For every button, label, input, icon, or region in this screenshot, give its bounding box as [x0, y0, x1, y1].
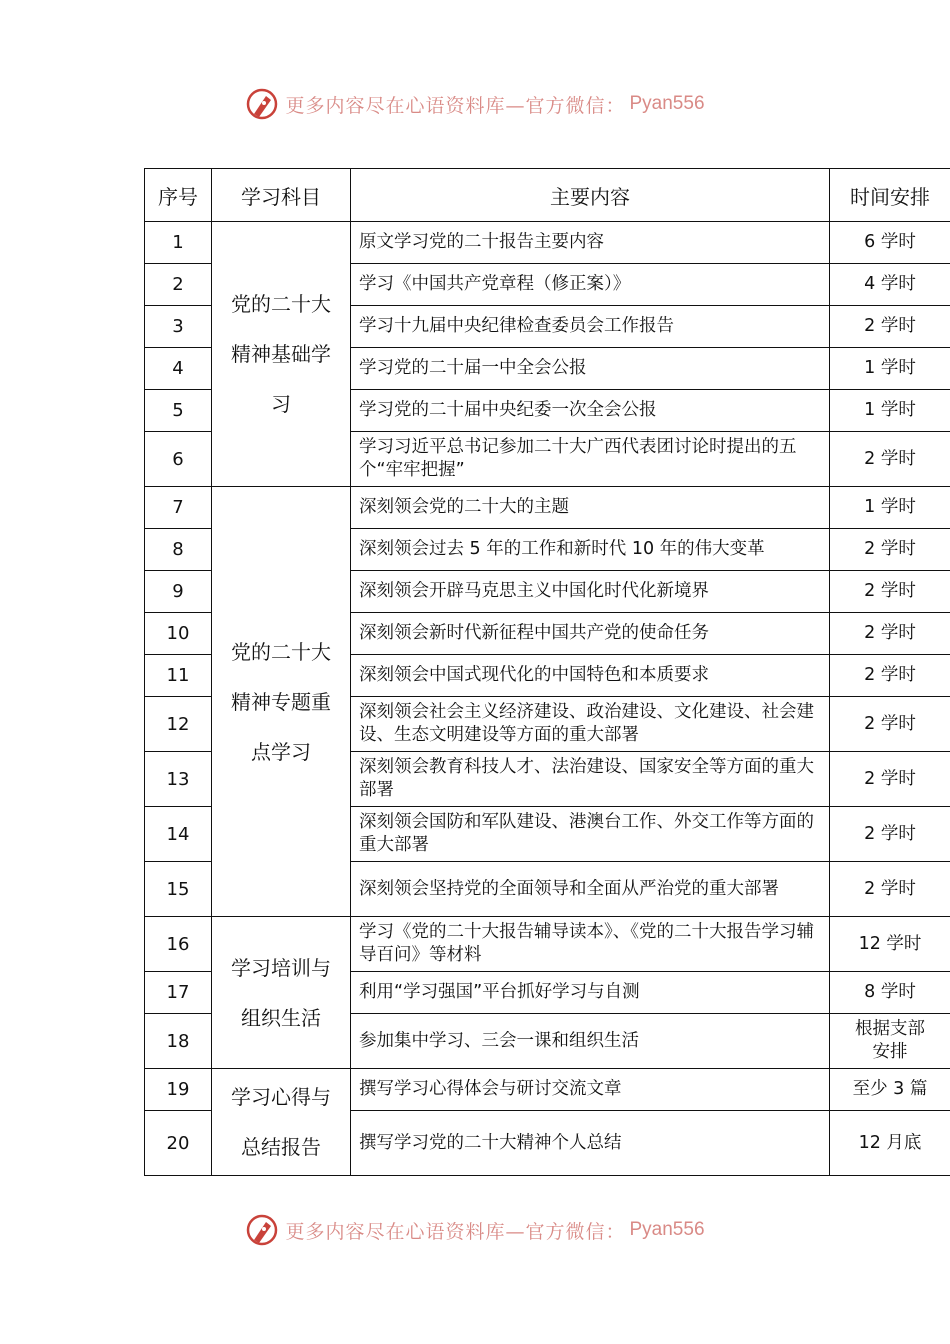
- row-content: 撰写学习党的二十大精神个人总结: [351, 1111, 830, 1176]
- row-num: 9: [145, 571, 212, 613]
- row-time: 2 学时: [830, 306, 950, 348]
- row-num: 20: [145, 1111, 212, 1176]
- row-content: 深刻领会中国式现代化的中国特色和本质要求: [351, 655, 830, 697]
- header-num: 序号: [145, 169, 212, 222]
- row-time: 2 学时: [830, 752, 950, 807]
- row-time: 2 学时: [830, 807, 950, 862]
- row-time: 2 学时: [830, 613, 950, 655]
- row-content: 深刻领会党的二十大的主题: [351, 487, 830, 529]
- table-row: [145, 1069, 950, 1111]
- row-num: 8: [145, 529, 212, 571]
- watermark-top: [0, 84, 950, 124]
- row-content: 学习《党的二十大报告辅导读本》、《党的二十大报告学习辅导百问》等材料: [351, 917, 830, 972]
- table-header-row: [145, 169, 950, 222]
- row-content: 参加集中学习、三会一课和组织生活: [351, 1014, 830, 1069]
- header-time: 时间安排: [830, 169, 950, 222]
- row-content: 深刻领会新时代新征程中国共产党的使命任务: [351, 613, 830, 655]
- row-time: 12 学时: [830, 917, 950, 972]
- row-num: 16: [145, 917, 212, 972]
- row-time-cell: [830, 1014, 950, 1069]
- row-time: 2 学时: [830, 529, 950, 571]
- subject-label: 学习培训与组织生活: [231, 955, 331, 1030]
- row-content: 原文学习党的二十报告主要内容: [351, 222, 830, 264]
- watermark-text: 更多内容尽在心语资料库—官方微信：: [285, 94, 626, 117]
- watermark-bottom: [0, 1210, 950, 1250]
- header-subject: 学习科目: [212, 169, 351, 222]
- row-num: 19: [145, 1069, 212, 1111]
- row-num: 10: [145, 613, 212, 655]
- row-content: 深刻领会坚持党的全面领导和全面从严治党的重大部署: [351, 862, 830, 917]
- row-content: 学习党的二十届一中全会公报: [351, 348, 830, 390]
- row-time: 1 学时: [830, 348, 950, 390]
- row-time: 2 学时: [830, 571, 950, 613]
- row-content: 深刻领会开辟马克思主义中国化时代化新境界: [351, 571, 830, 613]
- row-num: 7: [145, 487, 212, 529]
- row-num: 6: [145, 432, 212, 487]
- row-time: 2 学时: [830, 862, 950, 917]
- row-time: 12 月底: [830, 1111, 950, 1176]
- watermark-text: 更多内容尽在心语资料库—官方微信：: [285, 1220, 626, 1243]
- subject-label: 党的二十大精神基础学习: [231, 292, 331, 416]
- row-time: 2 学时: [830, 432, 950, 487]
- row-num: 17: [145, 972, 212, 1014]
- row-content: 利用“学习强国”平台抓好学习与自测: [351, 972, 830, 1014]
- row-num: 4: [145, 348, 212, 390]
- row-num: 3: [145, 306, 212, 348]
- table-row: [145, 487, 950, 529]
- table-row: [145, 917, 950, 972]
- row-content: 学习党的二十届中央纪委一次全会公报: [351, 390, 830, 432]
- row-num: 18: [145, 1014, 212, 1069]
- watermark-id: Pyan556: [629, 1219, 705, 1240]
- row-content: 学习习近平总书记参加二十大广西代表团讨论时提出的五个“牢牢把握”: [351, 432, 830, 487]
- subject-cell: [212, 222, 351, 487]
- row-time: 2 学时: [830, 655, 950, 697]
- row-content: 深刻领会教育科技人才、法治建设、国家安全等方面的重大部署: [351, 752, 830, 807]
- header-content: 主要内容: [351, 169, 830, 222]
- row-content: 深刻领会社会主义经济建设、政治建设、文化建设、社会建设、生态文明建设等方面的重大部署: [351, 697, 830, 752]
- row-time: 至少 3 篇: [830, 1069, 950, 1111]
- row-num: 14: [145, 807, 212, 862]
- row-time: 6 学时: [830, 222, 950, 264]
- row-num: 5: [145, 390, 212, 432]
- watermark-id: Pyan556: [629, 93, 705, 114]
- row-time: 2 学时: [830, 697, 950, 752]
- row-time: 8 学时: [830, 972, 950, 1014]
- subject-cell: [212, 1069, 351, 1176]
- row-content: 学习《中国共产党章程（修正案）》: [351, 264, 830, 306]
- pen-nib-logo-icon: [245, 1213, 279, 1247]
- row-num: 11: [145, 655, 212, 697]
- row-num: 1: [145, 222, 212, 264]
- row-content: 撰写学习心得体会与研讨交流文章: [351, 1069, 830, 1111]
- subject-label: 党的二十大精神专题重点学习: [231, 639, 331, 764]
- row-num: 2: [145, 264, 212, 306]
- subject-label: 学习心得与总结报告: [231, 1085, 331, 1159]
- subject-cell: [212, 487, 351, 917]
- row-time: 根据支部安排: [855, 1019, 925, 1062]
- study-plan-table: [144, 168, 950, 1176]
- row-num: 15: [145, 862, 212, 917]
- subject-cell: [212, 917, 351, 1069]
- row-content: 学习十九届中央纪律检查委员会工作报告: [351, 306, 830, 348]
- pen-nib-logo-icon: [245, 87, 279, 121]
- table-row: [145, 222, 950, 264]
- row-num: 13: [145, 752, 212, 807]
- row-content: 深刻领会过去 5 年的工作和新时代 10 年的伟大变革: [351, 529, 830, 571]
- row-time: 1 学时: [830, 487, 950, 529]
- row-time: 1 学时: [830, 390, 950, 432]
- row-time: 4 学时: [830, 264, 950, 306]
- row-content: 深刻领会国防和军队建设、港澳台工作、外交工作等方面的重大部署: [351, 807, 830, 862]
- row-num: 12: [145, 697, 212, 752]
